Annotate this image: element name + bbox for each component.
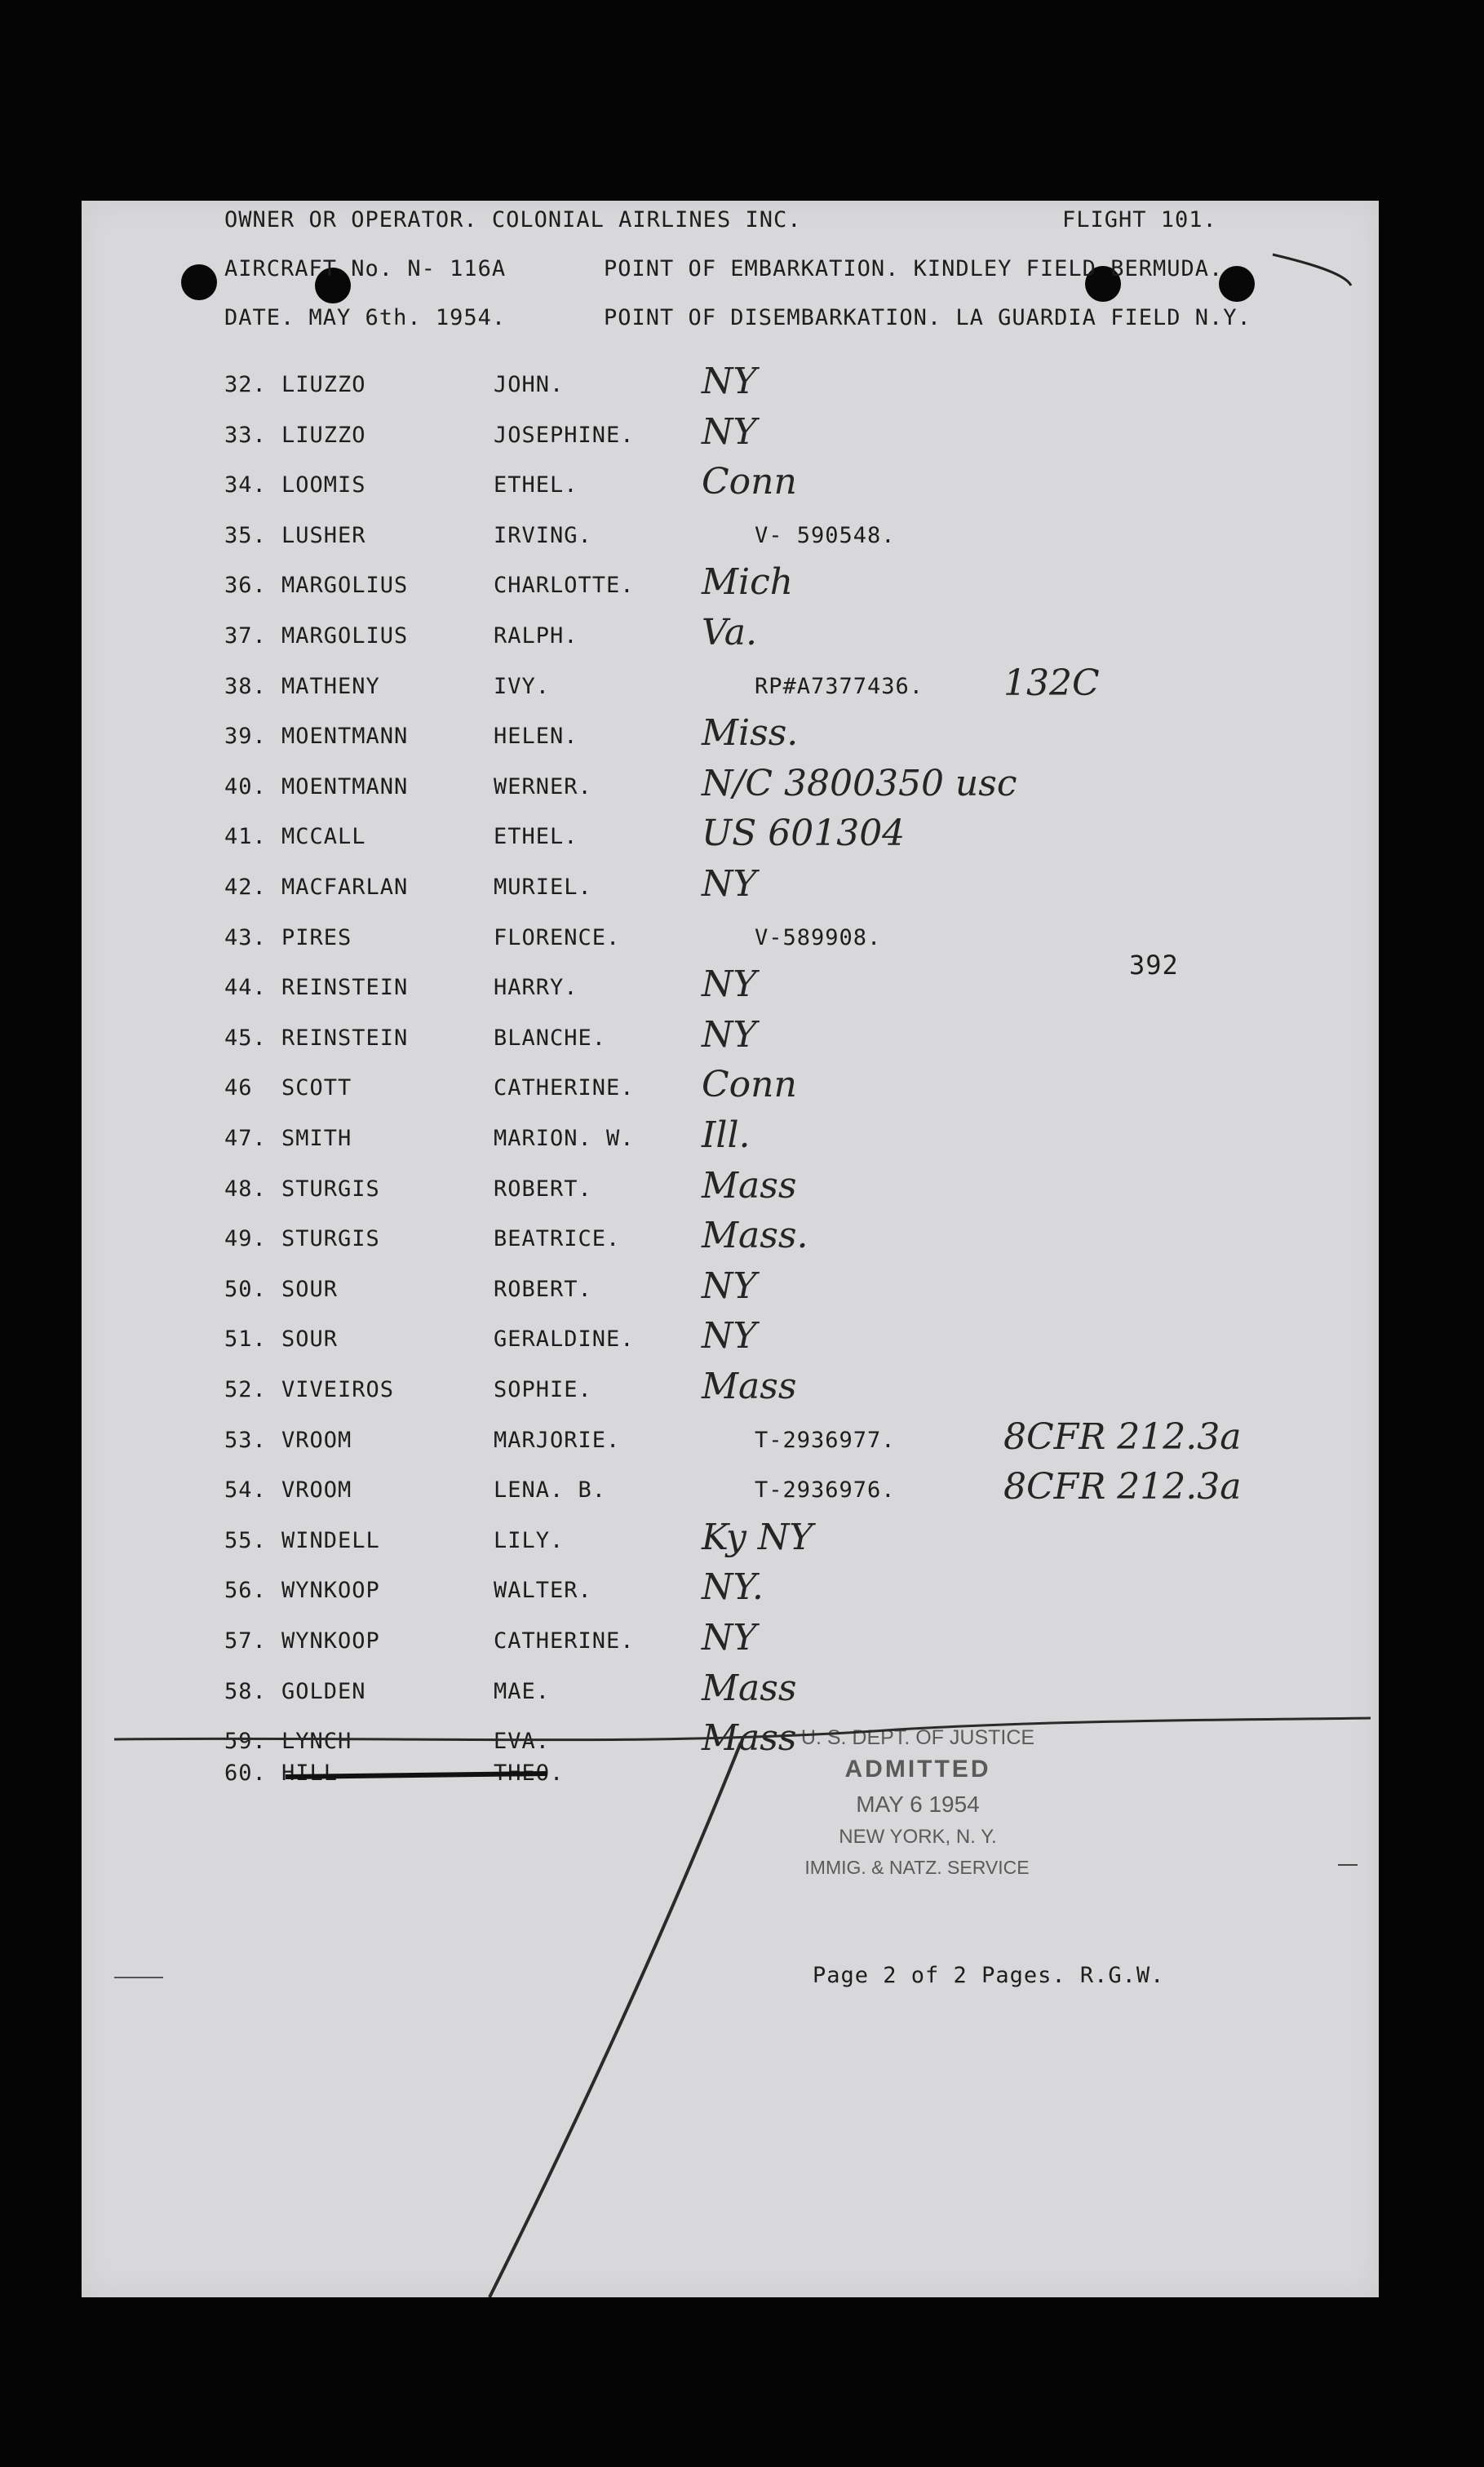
struck-row-surname: HILL	[281, 1761, 339, 1786]
passenger-annotation: 8CFR 212.3a	[1003, 1416, 1242, 1458]
passenger-number: 55.	[224, 1528, 267, 1553]
passenger-given-name: GERALDINE.	[494, 1327, 635, 1352]
passenger-given-name: HELEN.	[494, 724, 578, 749]
passenger-number: 49.	[224, 1226, 267, 1251]
passenger-given-name: WERNER.	[494, 774, 592, 799]
passenger-surname: VROOM	[281, 1428, 352, 1453]
passenger-given-name: ETHEL.	[494, 824, 578, 849]
passenger-surname: STURGIS	[281, 1226, 380, 1251]
passenger-given-name: ROBERT.	[494, 1277, 592, 1302]
passenger-surname: MATHENY	[281, 674, 380, 699]
passenger-document: T-2936976.	[755, 1477, 896, 1503]
passenger-annotation: Conn	[702, 1064, 797, 1105]
passenger-number: 48.	[224, 1176, 267, 1202]
passenger-annotation: Ky NY	[702, 1517, 813, 1558]
passenger-given-name: JOHN.	[494, 372, 565, 397]
passenger-annotation: Mass	[702, 1717, 797, 1759]
passenger-surname: LYNCH	[281, 1729, 352, 1754]
passenger-number: 46	[224, 1075, 253, 1101]
passenger-surname: LIUZZO	[281, 372, 366, 397]
passenger-surname: VIVEIROS	[281, 1377, 395, 1402]
passenger-given-name: MARION. W.	[494, 1126, 635, 1151]
passenger-surname: REINSTEIN	[281, 975, 409, 1000]
passenger-given-name: MAE.	[494, 1679, 551, 1704]
passenger-surname: GOLDEN	[281, 1679, 366, 1704]
passenger-surname: LIUZZO	[281, 423, 366, 448]
passenger-annotation: Mass	[702, 1668, 797, 1709]
passenger-number: 40.	[224, 774, 267, 799]
passenger-annotation: Mass.	[702, 1215, 808, 1256]
passenger-surname: PIRES	[281, 925, 352, 950]
passenger-annotation: Va.	[702, 612, 757, 653]
passenger-given-name: IRVING.	[494, 523, 592, 548]
passenger-number: 53.	[224, 1428, 267, 1453]
date-line: DATE. MAY 6th. 1954.	[224, 305, 507, 330]
passenger-given-name: WALTER.	[494, 1578, 592, 1603]
passenger-number: 44.	[224, 975, 267, 1000]
passenger-given-name: RALPH.	[494, 623, 578, 649]
struck-row-number: 60.	[224, 1761, 267, 1786]
passenger-given-name: SOPHIE.	[494, 1377, 592, 1402]
passenger-number: 59.	[224, 1729, 267, 1754]
passenger-annotation: Miss.	[702, 712, 799, 754]
passenger-number: 33.	[224, 423, 267, 448]
passenger-given-name: CATHERINE.	[494, 1075, 635, 1101]
owner-line: OWNER OR OPERATOR. COLONIAL AIRLINES INC.	[224, 207, 802, 233]
passenger-number: 42.	[224, 875, 267, 900]
passenger-given-name: EVA.	[494, 1729, 551, 1754]
manifest-sheet	[82, 201, 1379, 2297]
disembarkation-line: POINT OF DISEMBARKATION. LA GUARDIA FIELD N.Y.	[604, 305, 1251, 330]
passenger-number: 45.	[224, 1025, 267, 1051]
struck-row-given: THEO.	[494, 1761, 565, 1786]
passenger-surname: WYNKOOP	[281, 1578, 380, 1603]
passenger-surname: VROOM	[281, 1477, 352, 1503]
passenger-surname: MOENTMANN	[281, 724, 409, 749]
passenger-annotation: NY.	[702, 1566, 764, 1608]
passenger-given-name: BLANCHE.	[494, 1025, 607, 1051]
passenger-number: 51.	[224, 1327, 267, 1352]
passenger-document: V- 590548.	[755, 523, 896, 548]
passenger-number: 32.	[224, 372, 267, 397]
passenger-annotation: NY	[702, 411, 757, 453]
passenger-given-name: JOSEPHINE.	[494, 423, 635, 448]
stamp-city: NEW YORK, N. Y.	[839, 1826, 997, 1848]
stamp-admitted: ADMITTED	[844, 1756, 991, 1783]
passenger-surname: REINSTEIN	[281, 1025, 409, 1051]
passenger-given-name: CATHERINE.	[494, 1628, 635, 1654]
passenger-surname: WINDELL	[281, 1528, 380, 1553]
passenger-surname: SMITH	[281, 1126, 352, 1151]
passenger-number: 37.	[224, 623, 267, 649]
passenger-surname: SOUR	[281, 1327, 339, 1352]
passenger-given-name: ROBERT.	[494, 1176, 592, 1202]
passenger-annotation: NY	[702, 963, 757, 1005]
passenger-annotation: N/C 3800350 usc	[702, 763, 1017, 804]
page-footer: Page 2 of 2 Pages. R.G.W.	[813, 1963, 1165, 1988]
passenger-number: 34.	[224, 472, 267, 498]
passenger-annotation: NY	[702, 863, 757, 905]
passenger-given-name: IVY.	[494, 674, 551, 699]
passenger-surname: MCCALL	[281, 824, 366, 849]
passenger-given-name: HARRY.	[494, 975, 578, 1000]
passenger-surname: MOENTMANN	[281, 774, 409, 799]
passenger-number: 47.	[224, 1126, 267, 1151]
passenger-number: 35.	[224, 523, 267, 548]
passenger-given-name: BEATRICE.	[494, 1226, 621, 1251]
passenger-number: 43.	[224, 925, 267, 950]
passenger-number: 50.	[224, 1277, 267, 1302]
passenger-given-name: MARJORIE.	[494, 1428, 621, 1453]
passenger-given-name: LILY.	[494, 1528, 565, 1553]
passenger-number: 52.	[224, 1377, 267, 1402]
passenger-given-name: FLORENCE.	[494, 925, 621, 950]
passenger-annotation: NY	[702, 1265, 757, 1307]
passenger-surname: MARGOLIUS	[281, 623, 409, 649]
passenger-number: 57.	[224, 1628, 267, 1654]
stamp-date: MAY 6 1954	[856, 1792, 980, 1817]
passenger-number: 38.	[224, 674, 267, 699]
passenger-number: 36.	[224, 573, 267, 598]
passenger-surname: LUSHER	[281, 523, 366, 548]
passenger-surname: SOUR	[281, 1277, 339, 1302]
passenger-annotation: 8CFR 212.3a	[1003, 1466, 1242, 1508]
passenger-surname: MACFARLAN	[281, 875, 409, 900]
passenger-given-name: ETHEL.	[494, 472, 578, 498]
stamp-service: IMMIG. & NATZ. SERVICE	[804, 1857, 1030, 1878]
passenger-annotation: Mich	[702, 561, 794, 603]
passenger-document: T-2936977.	[755, 1428, 896, 1453]
passenger-given-name: CHARLOTTE.	[494, 573, 635, 598]
passenger-annotation: 132C	[1003, 662, 1100, 704]
stamp-agency: U. S. DEPT. OF JUSTICE	[800, 1726, 1035, 1749]
side-number: 392	[1129, 950, 1179, 981]
flight-number: FLIGHT 101.	[1062, 207, 1217, 233]
passenger-annotation: US 601304	[702, 813, 906, 854]
passenger-annotation: NY	[702, 1617, 757, 1659]
passenger-number: 58.	[224, 1679, 267, 1704]
passenger-annotation: Conn	[702, 461, 797, 503]
aircraft-line: AIRCRAFT No. N- 116A	[224, 256, 507, 281]
passenger-number: 54.	[224, 1477, 267, 1503]
passenger-number: 56.	[224, 1578, 267, 1603]
passenger-annotation: Ill.	[702, 1114, 751, 1156]
passenger-annotation: Mass	[702, 1165, 797, 1207]
passenger-annotation: NY	[702, 1315, 757, 1357]
passenger-document: V-589908.	[755, 925, 882, 950]
passenger-annotation: NY	[702, 361, 757, 402]
passenger-annotation: NY	[702, 1014, 757, 1056]
passenger-surname: STURGIS	[281, 1176, 380, 1202]
passenger-given-name: LENA. B.	[494, 1477, 607, 1503]
passenger-document: RP#A7377436.	[755, 674, 924, 699]
passenger-surname: SCOTT	[281, 1075, 352, 1101]
passenger-number: 39.	[224, 724, 267, 749]
embarkation-line: POINT OF EMBARKATION. KINDLEY FIELD BERMUDA.	[604, 256, 1224, 281]
passenger-given-name: MURIEL.	[494, 875, 592, 900]
pen-marks	[82, 201, 1379, 2297]
passenger-surname: WYNKOOP	[281, 1628, 380, 1654]
passenger-surname: LOOMIS	[281, 472, 366, 498]
passenger-surname: MARGOLIUS	[281, 573, 409, 598]
passenger-annotation: Mass	[702, 1366, 797, 1407]
passenger-number: 41.	[224, 824, 267, 849]
